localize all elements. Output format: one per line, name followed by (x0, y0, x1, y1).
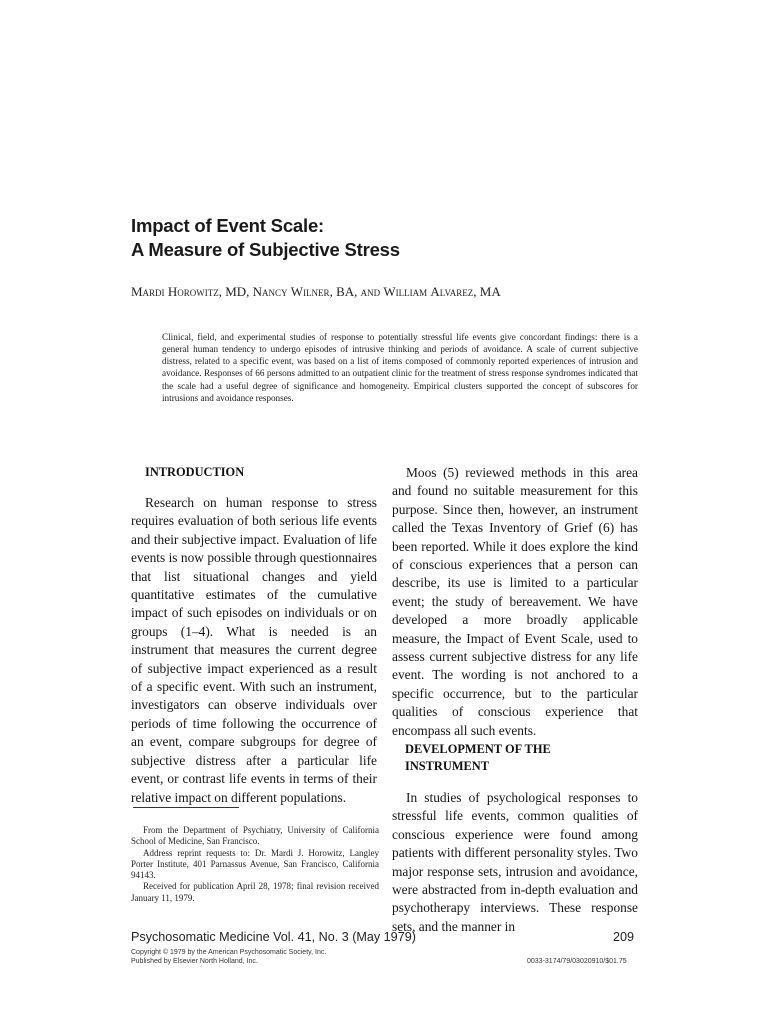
title-line-1: Impact of Event Scale: (131, 215, 324, 236)
author-1-last: Horowitz (167, 284, 219, 299)
copyright-line-1: Copyright © 1979 by the American Psychosomatic Society, Inc. (131, 949, 327, 956)
intro-paragraph: Research on human response to stress requires evaluation of both serious life events and their subjective impact. Evaluation of life events is now possible through questionnaires that list situational changes and yield quantitative estimates of the cumulative impact of such episodes on individuals or on groups (1–4). What is needed is an instrument that measures the current degree of subjective impact experienced as a result of a specific event. With such an instrument, investigators can observe individuals over periods of time following the occurrence of an event, compare subgroups for degree of subjective distress after a particular life event, or contrast life events in terms of their relative impact on different populations. (131, 495, 377, 805)
development-column (392, 789, 638, 936)
author-1-degree: , MD, (218, 284, 253, 299)
author-3-last: Alvarez (430, 284, 474, 299)
author-2-last: Wilner (290, 284, 330, 299)
title-line-2: A Measure of Subjective Stress (131, 239, 400, 260)
page-number: 209 (613, 930, 635, 944)
author-line (131, 284, 691, 300)
footnote-reprint: Address reprint requests to: Dr. Mardi J. Horowitz, Langley Porter Institute, 401 Parnassus Avenue, San Francisco, California 94143. (131, 847, 379, 881)
author-and: and (360, 284, 381, 299)
author-3-degree: , MA (473, 284, 501, 299)
moos-paragraph: Moos (5) reviewed methods in this area and found no suitable measurement for this purpose. Since then, however, an instrument called the Texas Inventory of Grief (6) has been reported. While it does explore the kind of conscious experiences that a person can describe, its use is limited to a particular event; the study of bereavement. We have developed a more broadly applicable measure, the Impact of Event Scale, used to assess current subjective distress for any life event. The wording is not anchored to a specific occurrence, but to the particular qualities of conscious experience that encompass all such events. (392, 465, 638, 738)
footnote-rule (133, 807, 239, 808)
development-heading-line-2: INSTRUMENT (405, 759, 489, 773)
intro-heading: INTRODUCTION (145, 465, 245, 479)
abstract: Clinical, field, and experimental studies of response to potentially stressful life events give concordant findings: there is a general human tendency to undergo episodes of intrusive thinking and periods of avoidance. A scale of current subjective distress, related to a specific event, was based on a list of items composed of commonly reported experiences of intrusion and avoidance. Responses of 66 persons admitted to an outpatient clinic for the treatment of stress response syndromes indicated that the scale had a useful degree of significance and homogeneity. Empirical clusters supported the concept of subscores for intrusions and avoidance responses. (162, 332, 638, 403)
development-heading (405, 741, 635, 775)
footnote-affiliation: From the Department of Psychiatry, University of California School of Medicine, San Francisco. (131, 825, 379, 847)
author-2-first: Nancy (252, 284, 288, 299)
article-title (131, 214, 651, 262)
author-2-degree: , BA, (329, 284, 361, 299)
copyright-notice (131, 949, 431, 966)
development-heading-line-1: DEVELOPMENT OF THE (405, 742, 551, 756)
right-column (392, 464, 638, 740)
author-3-first: William (383, 284, 428, 299)
footnote-received: Received for publication April 28, 1978; final revision received January 11, 1979. (131, 881, 379, 903)
footnotes (131, 825, 379, 904)
author-1-first: Mardi (131, 284, 165, 299)
left-column (131, 464, 377, 807)
journal-citation: Psychosomatic Medicine Vol. 41, No. 3 (May 1979) (131, 930, 416, 944)
article-code: 0033-3174/79/03020910/$01.75 (527, 958, 627, 965)
development-paragraph: In studies of psychological responses to stressful life events, common qualities of conscious experience were found among patients with different personality styles. Two major response sets, intrusion and avoidance, were abstracted from in-depth evaluation and psychotherapy interviews. These response sets, and the manner in (392, 790, 638, 934)
copyright-line-2: Published by Elsevier North Holland, Inc. (131, 957, 258, 965)
